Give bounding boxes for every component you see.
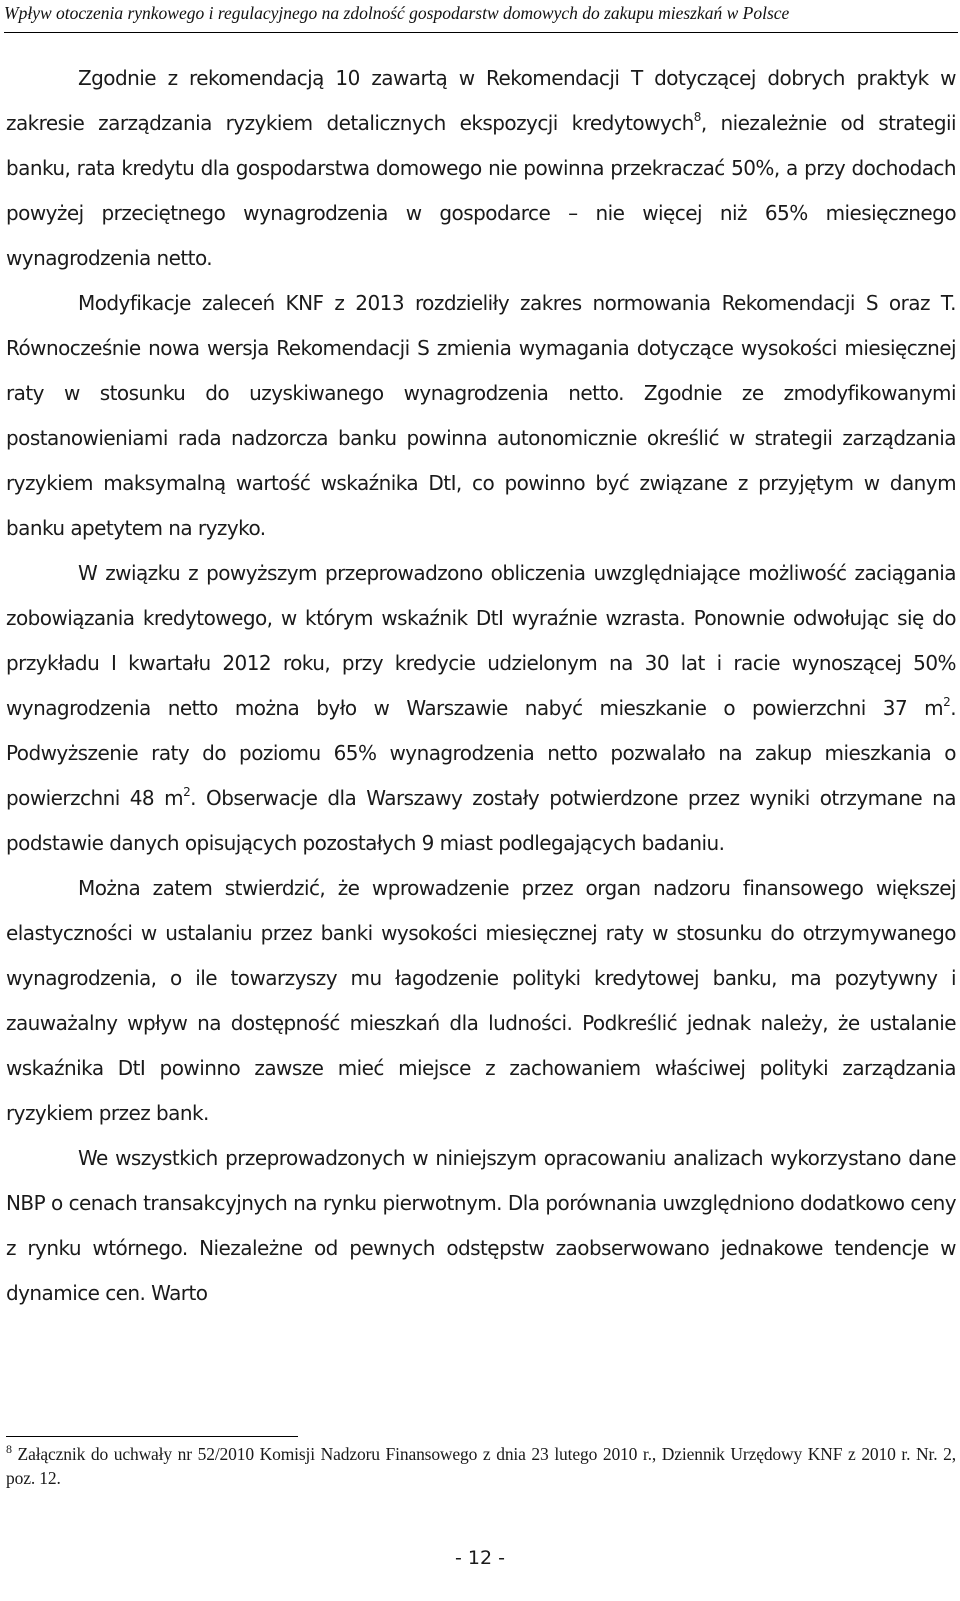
superscript-squared-2: 2 xyxy=(183,785,191,799)
footnote-text: Załącznik do uchwały nr 52/2010 Komisji Nadzoru Finansowego z dnia 23 lutego 2010 r., Dziennik Urzędowy KNF z 2010 r. Nr. 2, poz. 12. xyxy=(6,1444,956,1488)
running-header xyxy=(4,2,954,24)
paragraph-3-text-a: W związku z powyższym przeprowadzono obliczenia uwzględniające możliwość zaciągania zobowiązania kredytowego, w którym wskaźnik DtI wyraźnie wzrasta. Ponownie odwołując się do przykładu I kwartału 2012 roku, przy kredycie udzielonym na 30 lat i racie wynoszącej 50% wynagrodzenia netto można było w Warszawie nabyć mieszkanie o powierzchni 37 m xyxy=(6,561,956,720)
body-text xyxy=(6,56,956,1316)
paragraph-2: Modyfikacje zaleceń KNF z 2013 rozdzieliły zakres normowania Rekomendacji S oraz T. Równocześnie nowa wersja Rekomendacji S zmienia wymagania dotyczące wysokości miesięcznej raty w stosunku do uzyskiwanego wynagrodzenia netto. Zgodnie ze zmodyfikowanymi postanowieniami rada nadzorcza banku powinna autonomicznie określić w strategii zarządzania ryzykiem maksymalną wartość wskaźnika DtI, co powinno być związane z przyjętym w danym banku apetytem na ryzyko. xyxy=(6,291,956,540)
paragraph-1 xyxy=(6,56,956,281)
footnote xyxy=(6,1442,956,1490)
paragraph-3-text-b: . Podwyższenie raty do poziomu 65% wynagrodzenia netto pozwalało na zakup mieszkania o powierzchni 48 m xyxy=(6,696,956,810)
page-number: - 12 - xyxy=(455,1547,505,1569)
footnote-number: 8 xyxy=(6,1442,12,1456)
header-divider xyxy=(4,32,958,33)
paragraph-1-text-a: Zgodnie z rekomendacją 10 zawartą w Rekomendacji T dotyczącej dobrych praktyk w zakresie zarządzania ryzykiem detalicznych ekspozycji kredytowych xyxy=(6,66,956,135)
paragraph-5: We wszystkich przeprowadzonych w niniejszym opracowaniu analizach wykorzystano dane NBP o cenach transakcyjnych na rynku pierwotnym. Dla porównania uwzględniono dodatkowo ceny z rynku wtórnego. Niezależne od pewnych odstępstw zaobserwowano jednakowe tendencje w dynamice cen. Warto xyxy=(6,1146,956,1305)
paragraph-3 xyxy=(6,551,956,866)
footnote-divider xyxy=(6,1436,298,1437)
running-header-title: Wpływ otoczenia rynkowego i regulacyjnego na zdolność gospodarstw domowych do zakupu mieszkań w Polsce xyxy=(4,3,790,23)
paragraph-1-text-b: , niezależnie od strategii banku, rata kredytu dla gospodarstwa domowego nie powinna przekraczać 50%, a przy dochodach powyżej przeciętnego wynagrodzenia w gospodarce – nie więcej niż 65% miesięcznego wynagrodzenia netto. xyxy=(6,111,956,270)
paragraph-3-text-c: . Obserwacje dla Warszawy zostały potwierdzone przez wyniki otrzymane na podstawie danych opisujących pozostałych 9 miast podlegających badaniu. xyxy=(6,786,956,855)
paragraph-4: Można zatem stwierdzić, że wprowadzenie przez organ nadzoru finansowego większej elastyczności w ustalaniu przez banki wysokości miesięcznej raty w stosunku do otrzymywanego wynagrodzenia, o ile towarzyszy mu łagodzenie polityki kredytowej banku, ma pozytywny i zauważalny wpływ na dostępność mieszkań dla ludności. Podkreślić jednak należy, że ustalanie wskaźnika DtI powinno zawsze mieć miejsce z zachowaniem właściwej polityki zarządzania ryzykiem przez bank. xyxy=(6,876,956,1125)
superscript-squared-1: 2 xyxy=(943,695,951,709)
footnote-reference: 8 xyxy=(693,110,701,124)
